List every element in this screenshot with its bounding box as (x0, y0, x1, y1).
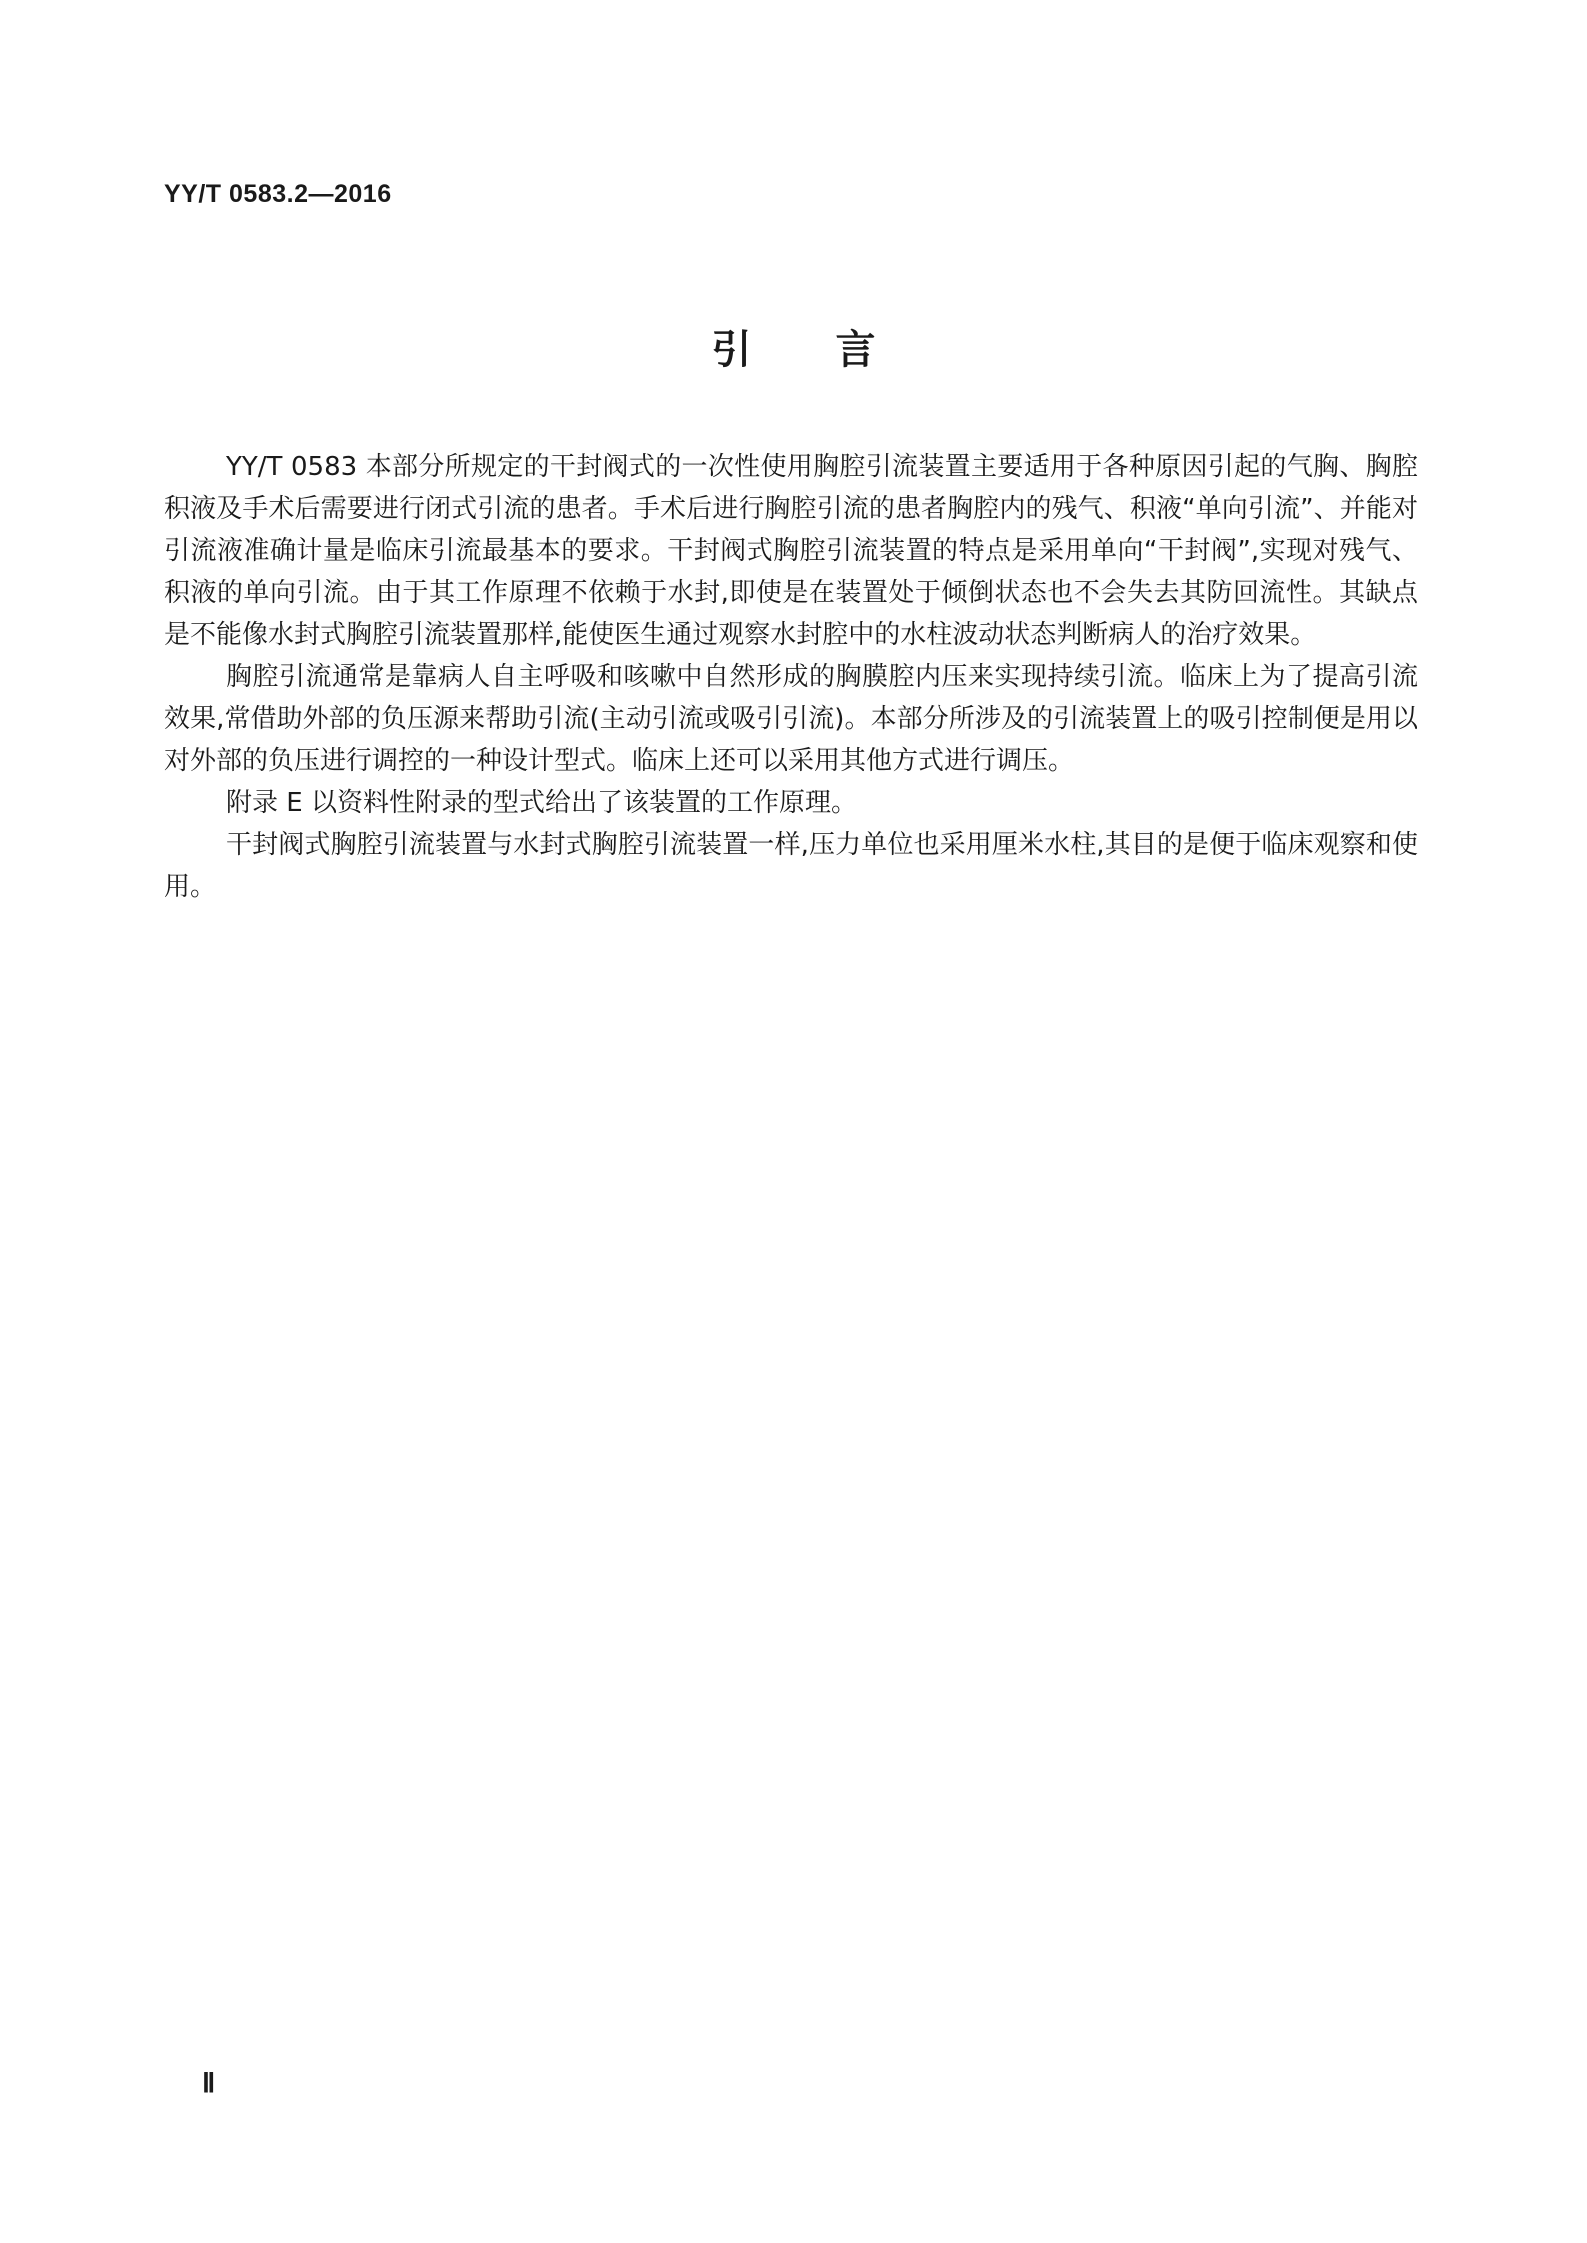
paragraph-4: 干封阀式胸腔引流装置与水封式胸腔引流装置一样,压力单位也采用厘米水柱,其目的是便于临床观察和使用。 (164, 830, 1418, 902)
page-title: 引言 (711, 327, 960, 373)
paragraph-1: YY/T 0583 本部分所规定的干封阀式的一次性使用胸腔引流装置主要适用于各种原因引起的气胸、胸腔积液及手术后需要进行闭式引流的患者。手术后进行胸腔引流的患者胸腔内的残气、积液“单向引流”、并能对引流液准确计量是临床引流最基本的要求。干封阀式胸腔引流装置的特点是采用单向“干封阀”,实现对残气、积液的单向引流。由于其工作原理不依赖于水封,即使是在装置处于倾倒状态也不会失去其防回流性。其缺点是不能像水封式胸腔引流装置那样,能使医生通过观察水封腔中的水柱波动状态判断病人的治疗效果。 (164, 452, 1418, 650)
paragraph-2: 胸腔引流通常是靠病人自主呼吸和咳嗽中自然形成的胸膜腔内压来实现持续引流。临床上为了提高引流效果,常借助外部的负压源来帮助引流(主动引流或吸引引流)。本部分所涉及的引流装置上的吸引控制便是用以对外部的负压进行调控的一种设计型式。临床上还可以采用其他方式进行调压。 (164, 662, 1418, 776)
document-body (164, 446, 1418, 908)
page-number: Ⅱ (202, 2068, 216, 2098)
document-code: YY/T 0583.2—2016 (164, 180, 392, 208)
paragraph-3: 附录 E 以资料性附录的型式给出了该装置的工作原理。 (226, 788, 857, 818)
